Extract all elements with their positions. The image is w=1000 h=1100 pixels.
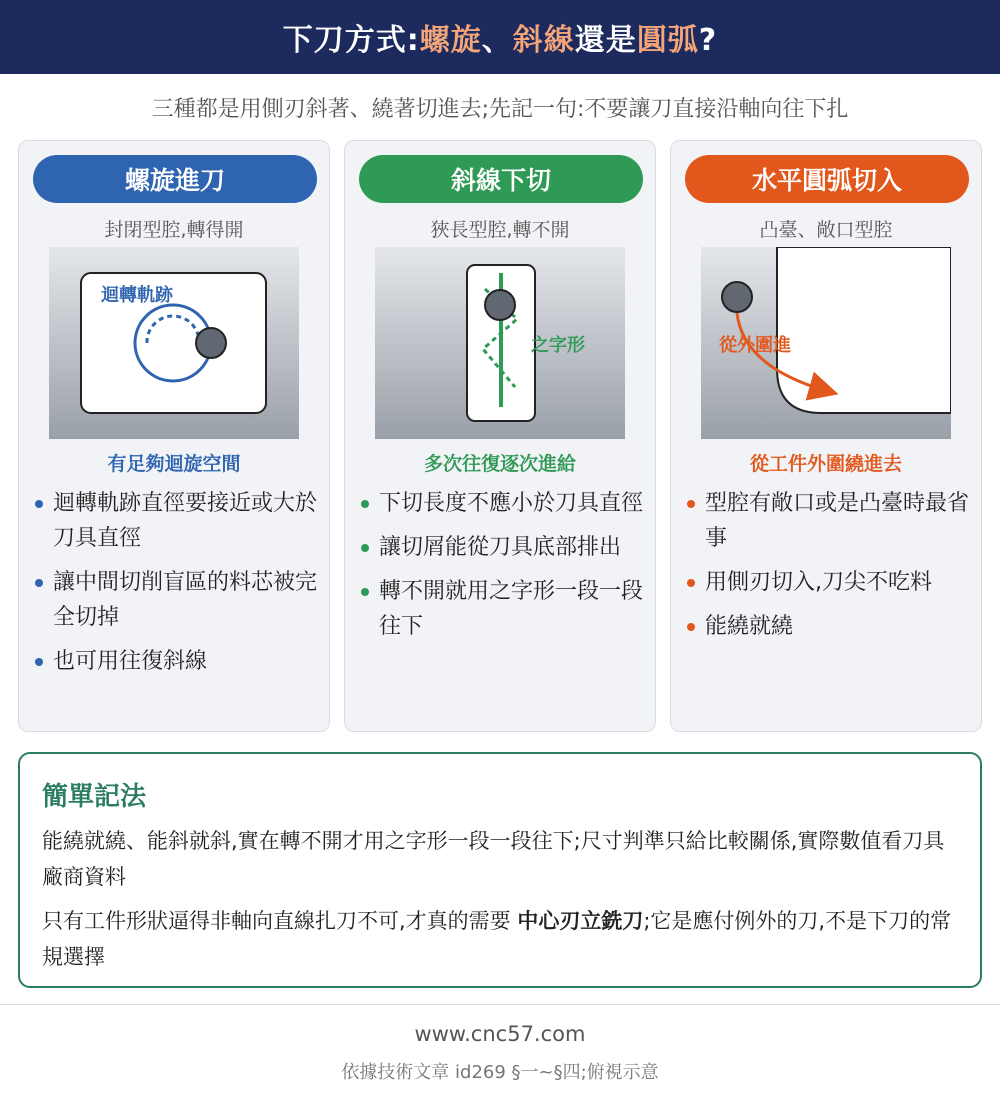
- summary-heading: 簡單記法: [42, 782, 147, 812]
- diagram-label: 之字形: [531, 335, 585, 356]
- arc-illustration: [701, 247, 951, 439]
- bullet-list: [685, 486, 975, 653]
- card-title-helical: 螺旋進刀: [33, 155, 317, 203]
- bullet-list: [33, 486, 323, 688]
- bullet-dot: [361, 588, 369, 596]
- card-caption: 封閉型腔,轉得開: [104, 219, 244, 241]
- card-note: 多次往復逐次進給: [423, 453, 576, 475]
- ramp-illustration: [375, 247, 625, 439]
- bullet-dot: [687, 579, 695, 587]
- diagram-label: 迴轉軌跡: [101, 285, 173, 306]
- card-helical: [18, 140, 330, 732]
- source-note: 依據技術文章 id269 §一~§四;俯視示意: [341, 1062, 659, 1083]
- card-title-ramp: 斜線下切: [359, 155, 643, 203]
- bullet-dot: [361, 544, 369, 552]
- card-caption: 凸臺、敞口型腔: [759, 219, 893, 241]
- header-bar: [0, 0, 1000, 74]
- helical-illustration: [49, 247, 299, 439]
- page-title: 下刀方式:螺旋、斜線還是圓弧?: [282, 23, 718, 58]
- list-item: 用側刃切入,刀尖不吃料: [685, 565, 975, 600]
- card-note: 有足夠迴旋空間: [107, 453, 241, 475]
- summary-box: [18, 752, 982, 988]
- list-item: 轉不開就用之字形一段一段往下: [359, 574, 649, 644]
- bullet-dot: [35, 500, 43, 508]
- summary-paragraph-2: 只有工件形狀逼得非軸向直線扎刀不可,才真的需要 中心刃立銑刀;它是應付例外的刀,不是下刀的常規選擇: [42, 909, 952, 969]
- list-item: 迴轉軌跡直徑要接近或大於刀具直徑: [33, 486, 323, 556]
- card-caption: 狹長型腔,轉不開: [430, 219, 570, 241]
- list-item: 型腔有敞口或是凸臺時最省事: [685, 486, 975, 556]
- bullet-dot: [361, 500, 369, 508]
- center-cutting-endmill-term: 中心刃立銑刀: [517, 909, 644, 933]
- diagram-label: 從外圍進: [719, 335, 791, 356]
- bullet-dot: [687, 500, 695, 508]
- list-item: 讓中間切削盲區的料芯被完全切掉: [33, 565, 323, 635]
- bullet-dot: [35, 579, 43, 587]
- list-item: 能繞就繞: [685, 609, 975, 644]
- list-item: 也可用往復斜線: [33, 644, 323, 679]
- card-ramp: [344, 140, 656, 732]
- subtitle: 三種都是用側刃斜著、繞著切進去;先記一句:不要讓刀直接沿軸向往下扎: [151, 97, 849, 122]
- list-item: 下切長度不應小於刀具直徑: [359, 486, 649, 521]
- card-arc: [670, 140, 982, 732]
- footer-divider: [0, 1004, 1000, 1005]
- bullet-dot: [35, 658, 43, 666]
- bullet-dot: [687, 623, 695, 631]
- card-note: 從工件外圍繞進去: [749, 453, 902, 475]
- summary-paragraph-1: 能繞就繞、能斜就斜,實在轉不開才用之字形一段一段往下;尺寸判準只給比較關係,實際數值看刀具廠商資料: [42, 829, 945, 889]
- bullet-list: [359, 486, 649, 653]
- list-item: 讓切屑能從刀具底部排出: [359, 530, 649, 565]
- site-url: www.cnc57.com: [414, 1022, 586, 1046]
- card-title-arc: 水平圓弧切入: [685, 155, 969, 203]
